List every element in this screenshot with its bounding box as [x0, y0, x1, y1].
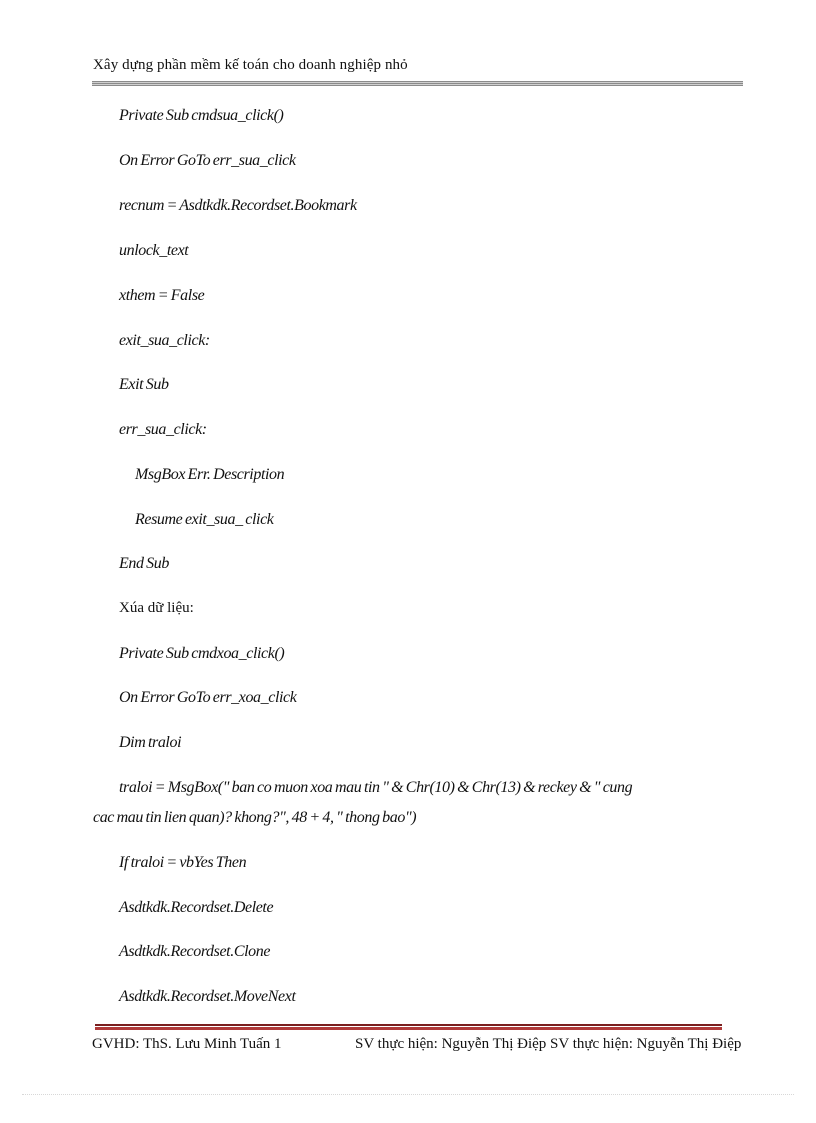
code-line: exit_sua_click:	[119, 332, 210, 349]
code-line: Private Sub cmdsua_click()	[119, 107, 284, 124]
code-line: Resume exit_sua_ click	[135, 511, 274, 528]
code-line: Asdtkdk.Recordset.Clone	[119, 943, 271, 960]
code-line: MsgBox Err. Description	[135, 466, 285, 483]
footer-supervisor: GVHD: ThS. Lưu Minh Tuấn 1	[92, 1036, 282, 1052]
code-line: traloi = MsgBox(" ban co muon xoa mau tin " & Chr(10) & Chr(13) & reckey & " cung	[119, 779, 633, 796]
code-line: End Sub	[119, 555, 169, 572]
code-line: On Error GoTo err_sua_click	[119, 152, 296, 169]
code-line: unlock_text	[119, 242, 189, 259]
code-line: xthem = False	[119, 287, 205, 304]
page-bottom-border	[22, 1094, 794, 1096]
footer-student: SV thực hiện: Nguyễn Thị Điệp SV thực hiện: Nguyễn Thị Điệp	[355, 1036, 742, 1052]
code-line: Asdtkdk.Recordset.MoveNext	[119, 988, 296, 1005]
section-label: Xúa dữ liệu:	[119, 600, 194, 616]
code-line: Private Sub cmdxoa_click()	[119, 645, 285, 662]
code-line: If traloi = vbYes Then	[119, 854, 247, 871]
code-line: Exit Sub	[119, 376, 169, 393]
code-line: Asdtkdk.Recordset.Delete	[119, 899, 274, 916]
footer-rule	[95, 1024, 722, 1030]
code-line: Dim traloi	[119, 734, 182, 751]
page-header-title: Xây dựng phần mềm kế toán cho doanh nghiệp nhỏ	[93, 57, 408, 73]
code-line: On Error GoTo err_xoa_click	[119, 689, 297, 706]
header-rule	[92, 81, 743, 86]
code-line: recnum = Asdtkdk.Recordset.Bookmark	[119, 197, 357, 214]
code-line: err_sua_click:	[119, 421, 207, 438]
code-line: cac mau tin lien quan)? khong?", 48 + 4, " thong bao")	[93, 809, 417, 826]
